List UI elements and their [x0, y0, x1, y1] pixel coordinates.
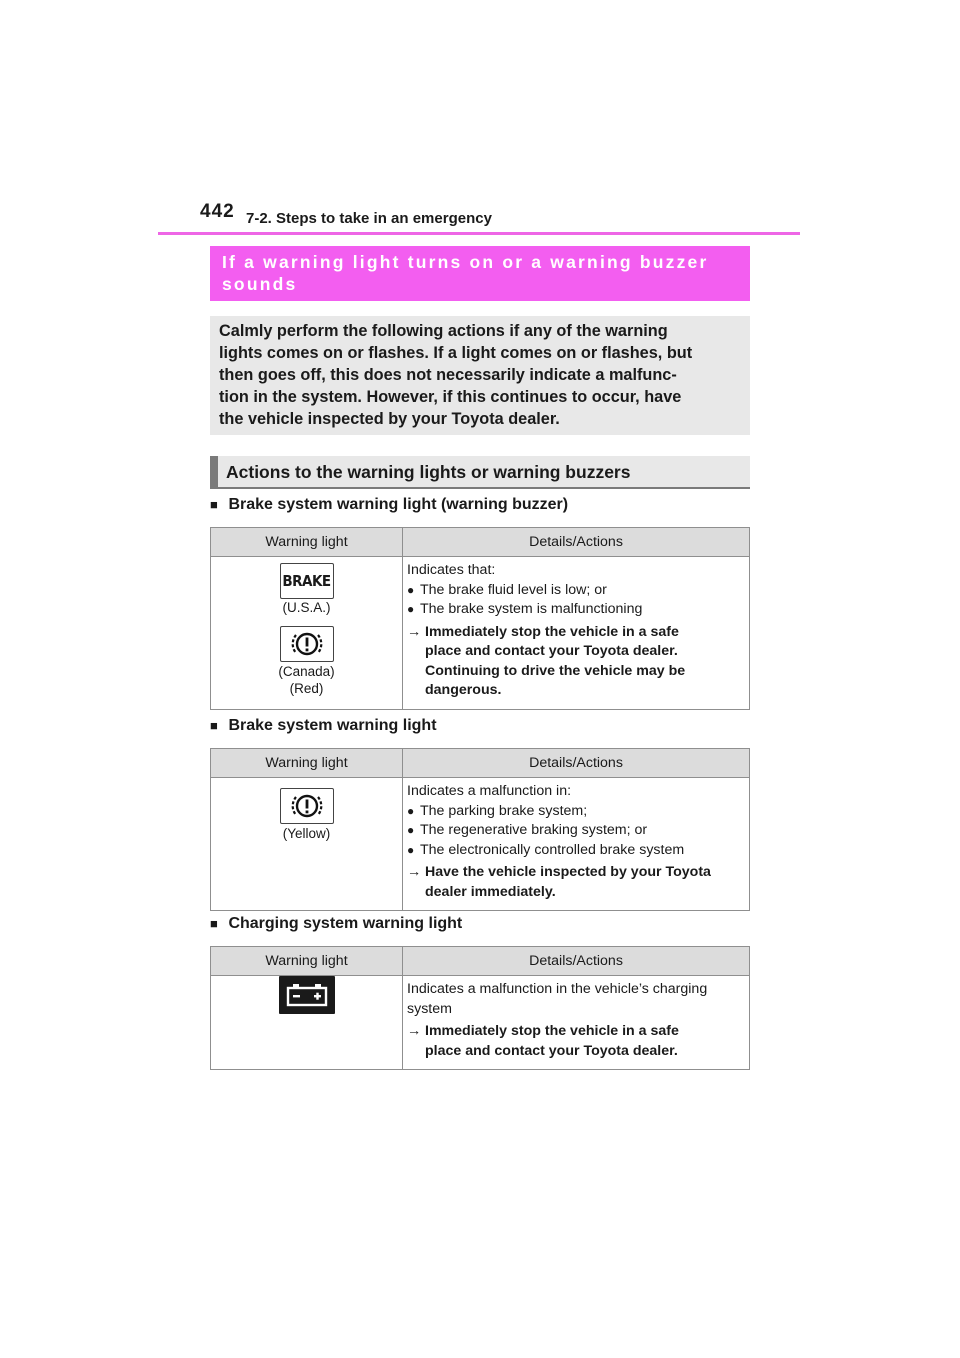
icon-caption: (Canada) [278, 664, 335, 679]
sub-heading: Actions to the warning lights or warning buzzers [210, 456, 750, 489]
square-bullet-icon: ■ [210, 718, 218, 733]
column-header: Warning light [211, 528, 403, 557]
list-item: ● The electronically controlled brake system [407, 841, 745, 861]
arrow-right-icon: → [407, 864, 422, 880]
bullet-dot-icon: ● [407, 842, 415, 857]
list-item: ● The parking brake system; [407, 802, 745, 822]
column-header: Warning light [211, 749, 403, 778]
action-text: → Have the vehicle inspected by your Toyota dealer immediately. [407, 864, 711, 900]
bullet-dot-icon: ● [407, 823, 415, 837]
banner-title-line: sounds [222, 274, 298, 294]
bullet-dot-icon: ● [407, 582, 415, 597]
details-intro: Indicates that: [407, 562, 496, 578]
section-title-text: Brake system warning light (warning buzzer) [228, 496, 569, 513]
column-header: Details/Actions [403, 947, 750, 976]
icon-caption: (Yellow) [282, 826, 331, 841]
action-text: → Immediately stop the vehicle in a safe place and contact your Toyota dealer. Continuing to drive the vehicle may be dangerous. [407, 623, 686, 698]
column-header: Details/Actions [403, 528, 750, 557]
warning-light-cell [211, 778, 403, 911]
section-title: 7-2. Steps to take in an emergency [246, 210, 492, 227]
details-cell [403, 976, 750, 1070]
bullet-dot-icon: ● [407, 803, 415, 818]
warning-light-cell [211, 976, 403, 1070]
section-heading [210, 496, 568, 514]
details-intro: system [407, 1000, 452, 1017]
square-bullet-icon: ■ [210, 497, 218, 512]
details-cell [403, 778, 750, 911]
section-title-text: Brake system warning light [228, 717, 437, 734]
section-heading [210, 717, 437, 735]
section-heading [210, 915, 462, 933]
column-header: Warning light [211, 947, 403, 976]
icon-caption: (U.S.A.) [282, 600, 331, 615]
warning-light-cell [211, 557, 403, 710]
arrow-right-icon: → [407, 1023, 422, 1039]
header-rule [158, 232, 800, 235]
intro-line: the vehicle inspected by your Toyota dealer. [219, 410, 560, 428]
column-header: Details/Actions [403, 749, 750, 778]
warning-table [210, 946, 750, 1070]
banner-title-line: If a warning light turns on or a warning buzzer [222, 252, 709, 272]
details-intro: Indicates a malfunction in the vehicle’s charging [407, 981, 708, 997]
warning-table [210, 748, 750, 911]
details-cell [403, 557, 750, 710]
intro-line: Calmly perform the following actions if any of the warning [219, 322, 668, 340]
intro-box [210, 316, 750, 435]
chapter-banner [210, 246, 750, 301]
action-text: → Immediately stop the vehicle in a safe place and contact your Toyota dealer. [407, 1023, 679, 1059]
square-bullet-icon: ■ [210, 916, 218, 931]
battery-icon [279, 976, 335, 1014]
section-title-text: Charging system warning light [228, 915, 463, 932]
exclamation-circle-icon [280, 788, 334, 824]
list-item: ● The brake fluid level is low; or [407, 581, 745, 601]
bullet-dot-icon: ● [407, 602, 415, 616]
warning-table [210, 527, 750, 710]
list-item: ● The regenerative braking system; or [407, 821, 745, 841]
intro-line: tion in the system. However, if this continues to occur, have [219, 388, 682, 406]
intro-line: lights comes on or flashes. If a light comes on or flashes, but [219, 344, 693, 362]
exclamation-circle-icon [280, 626, 334, 662]
brake-text-icon: BRAKE [280, 563, 334, 599]
arrow-right-icon: → [407, 623, 422, 640]
list-item: ● The brake system is malfunctioning [407, 600, 745, 620]
details-intro: Indicates a malfunction in: [407, 783, 572, 799]
page-number: 442 [200, 201, 235, 222]
color-caption: (Red) [289, 681, 324, 696]
intro-line: then goes off, this does not necessarily indicate a malfunc- [219, 366, 677, 384]
